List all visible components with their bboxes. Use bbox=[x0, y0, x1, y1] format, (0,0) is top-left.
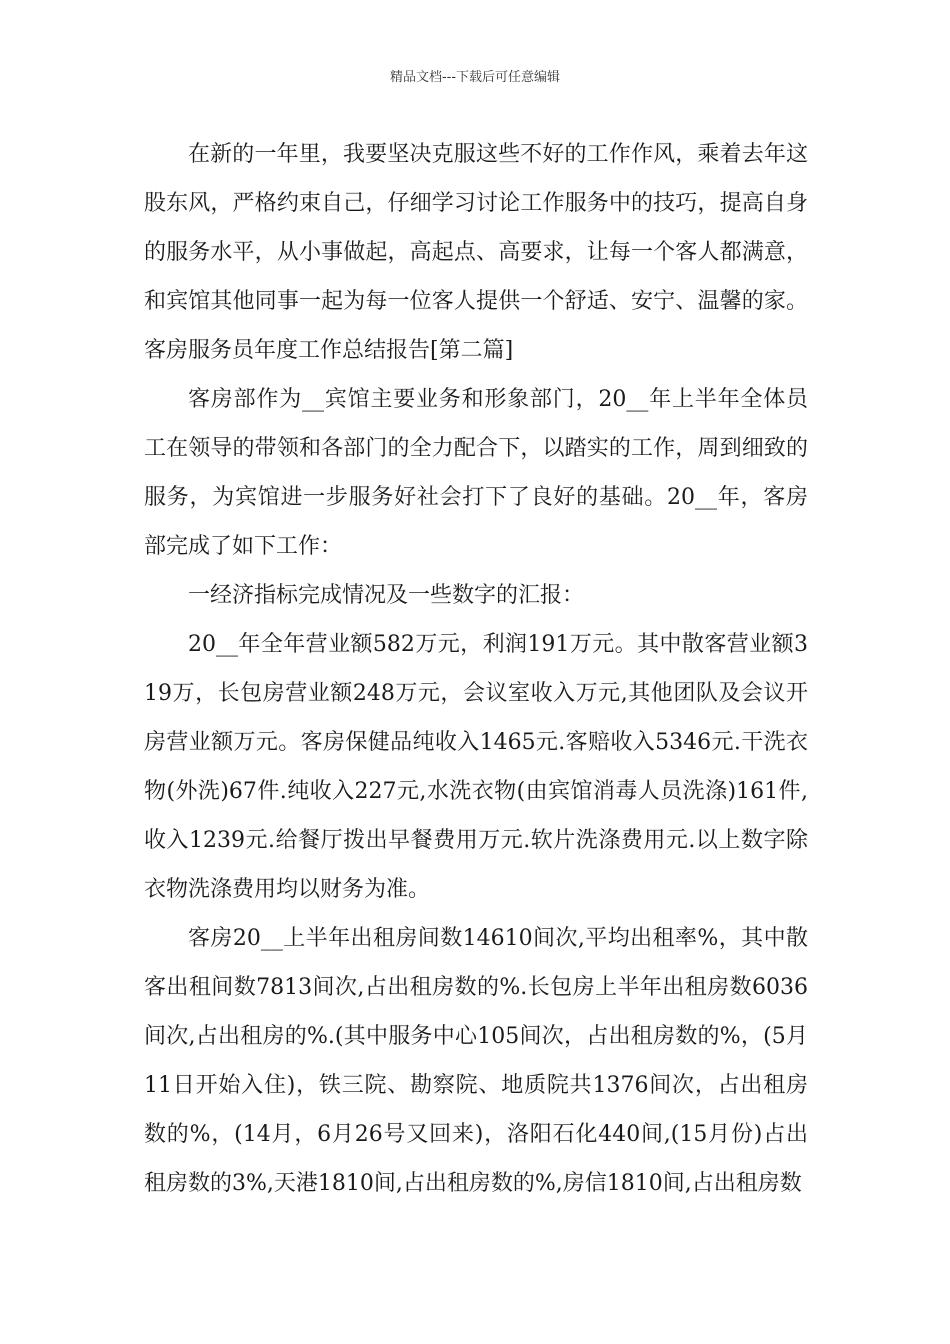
paragraph: 在新的一年里，我要坚决克服这些不好的工作作风，乘着去年这股东风，严格约束自己，仔细学习讨论工作服务中的技巧，提高自身的服务水平，从小事做起，高起点、高要求，让每一个客人都满意，和宾馆其他同事一起为每一位客人提供一个舒适、安宁、温馨的家。客房服务员年度工作总结报告[第二篇] bbox=[144, 142, 808, 363]
paragraph: 客房部作为__宾馆主要业务和形象部门，20__年上半年全体员工在领导的带领和各部门的全力配合下，以踏实的工作，周到细致的服务，为宾馆进一步服务好社会打下了良好的基础。20__年，客房部完成了如下工作： bbox=[144, 387, 808, 559]
document-body bbox=[144, 130, 808, 1208]
paragraph: 一经济指标完成情况及一些数字的汇报： bbox=[188, 583, 585, 608]
paragraph: 客房20__上半年出租房间数14610间次,平均出租率%，其中散客出租间数7813间次,占出租房数的%.长包房上半年出租房数6036间次,占出租房的%.(其中服务中心105间次，占出租房数的%，(5月11日开始入住)，铁三院、勘察院、地质院共1376间次，占出租房数的%，(14月，6月26号又回来)，洛阳石化440间,(15月份)占出租房数的3%,天港1810间,占出租房数的%,房信1810间,占出租房数 bbox=[144, 926, 808, 1196]
page-header: 精品文档---下载后可任意编辑 bbox=[389, 70, 561, 85]
paragraph: 20__年全年营业额582万元，利润191万元。其中散客营业额319万，长包房营业额248万元，会议室收入万元,其他团队及会议开房营业额万元。客房保健品纯收入1465元.客赔收入5346元.干洗衣物(外洗)67件.纯收入227元,水洗衣物(由宾馆消毒人员洗涤)161件,收入1239元.给餐厅拨出早餐费用万元.软片洗涤费用元.以上数字除衣物洗涤费用均以财务为准。 bbox=[144, 632, 808, 902]
